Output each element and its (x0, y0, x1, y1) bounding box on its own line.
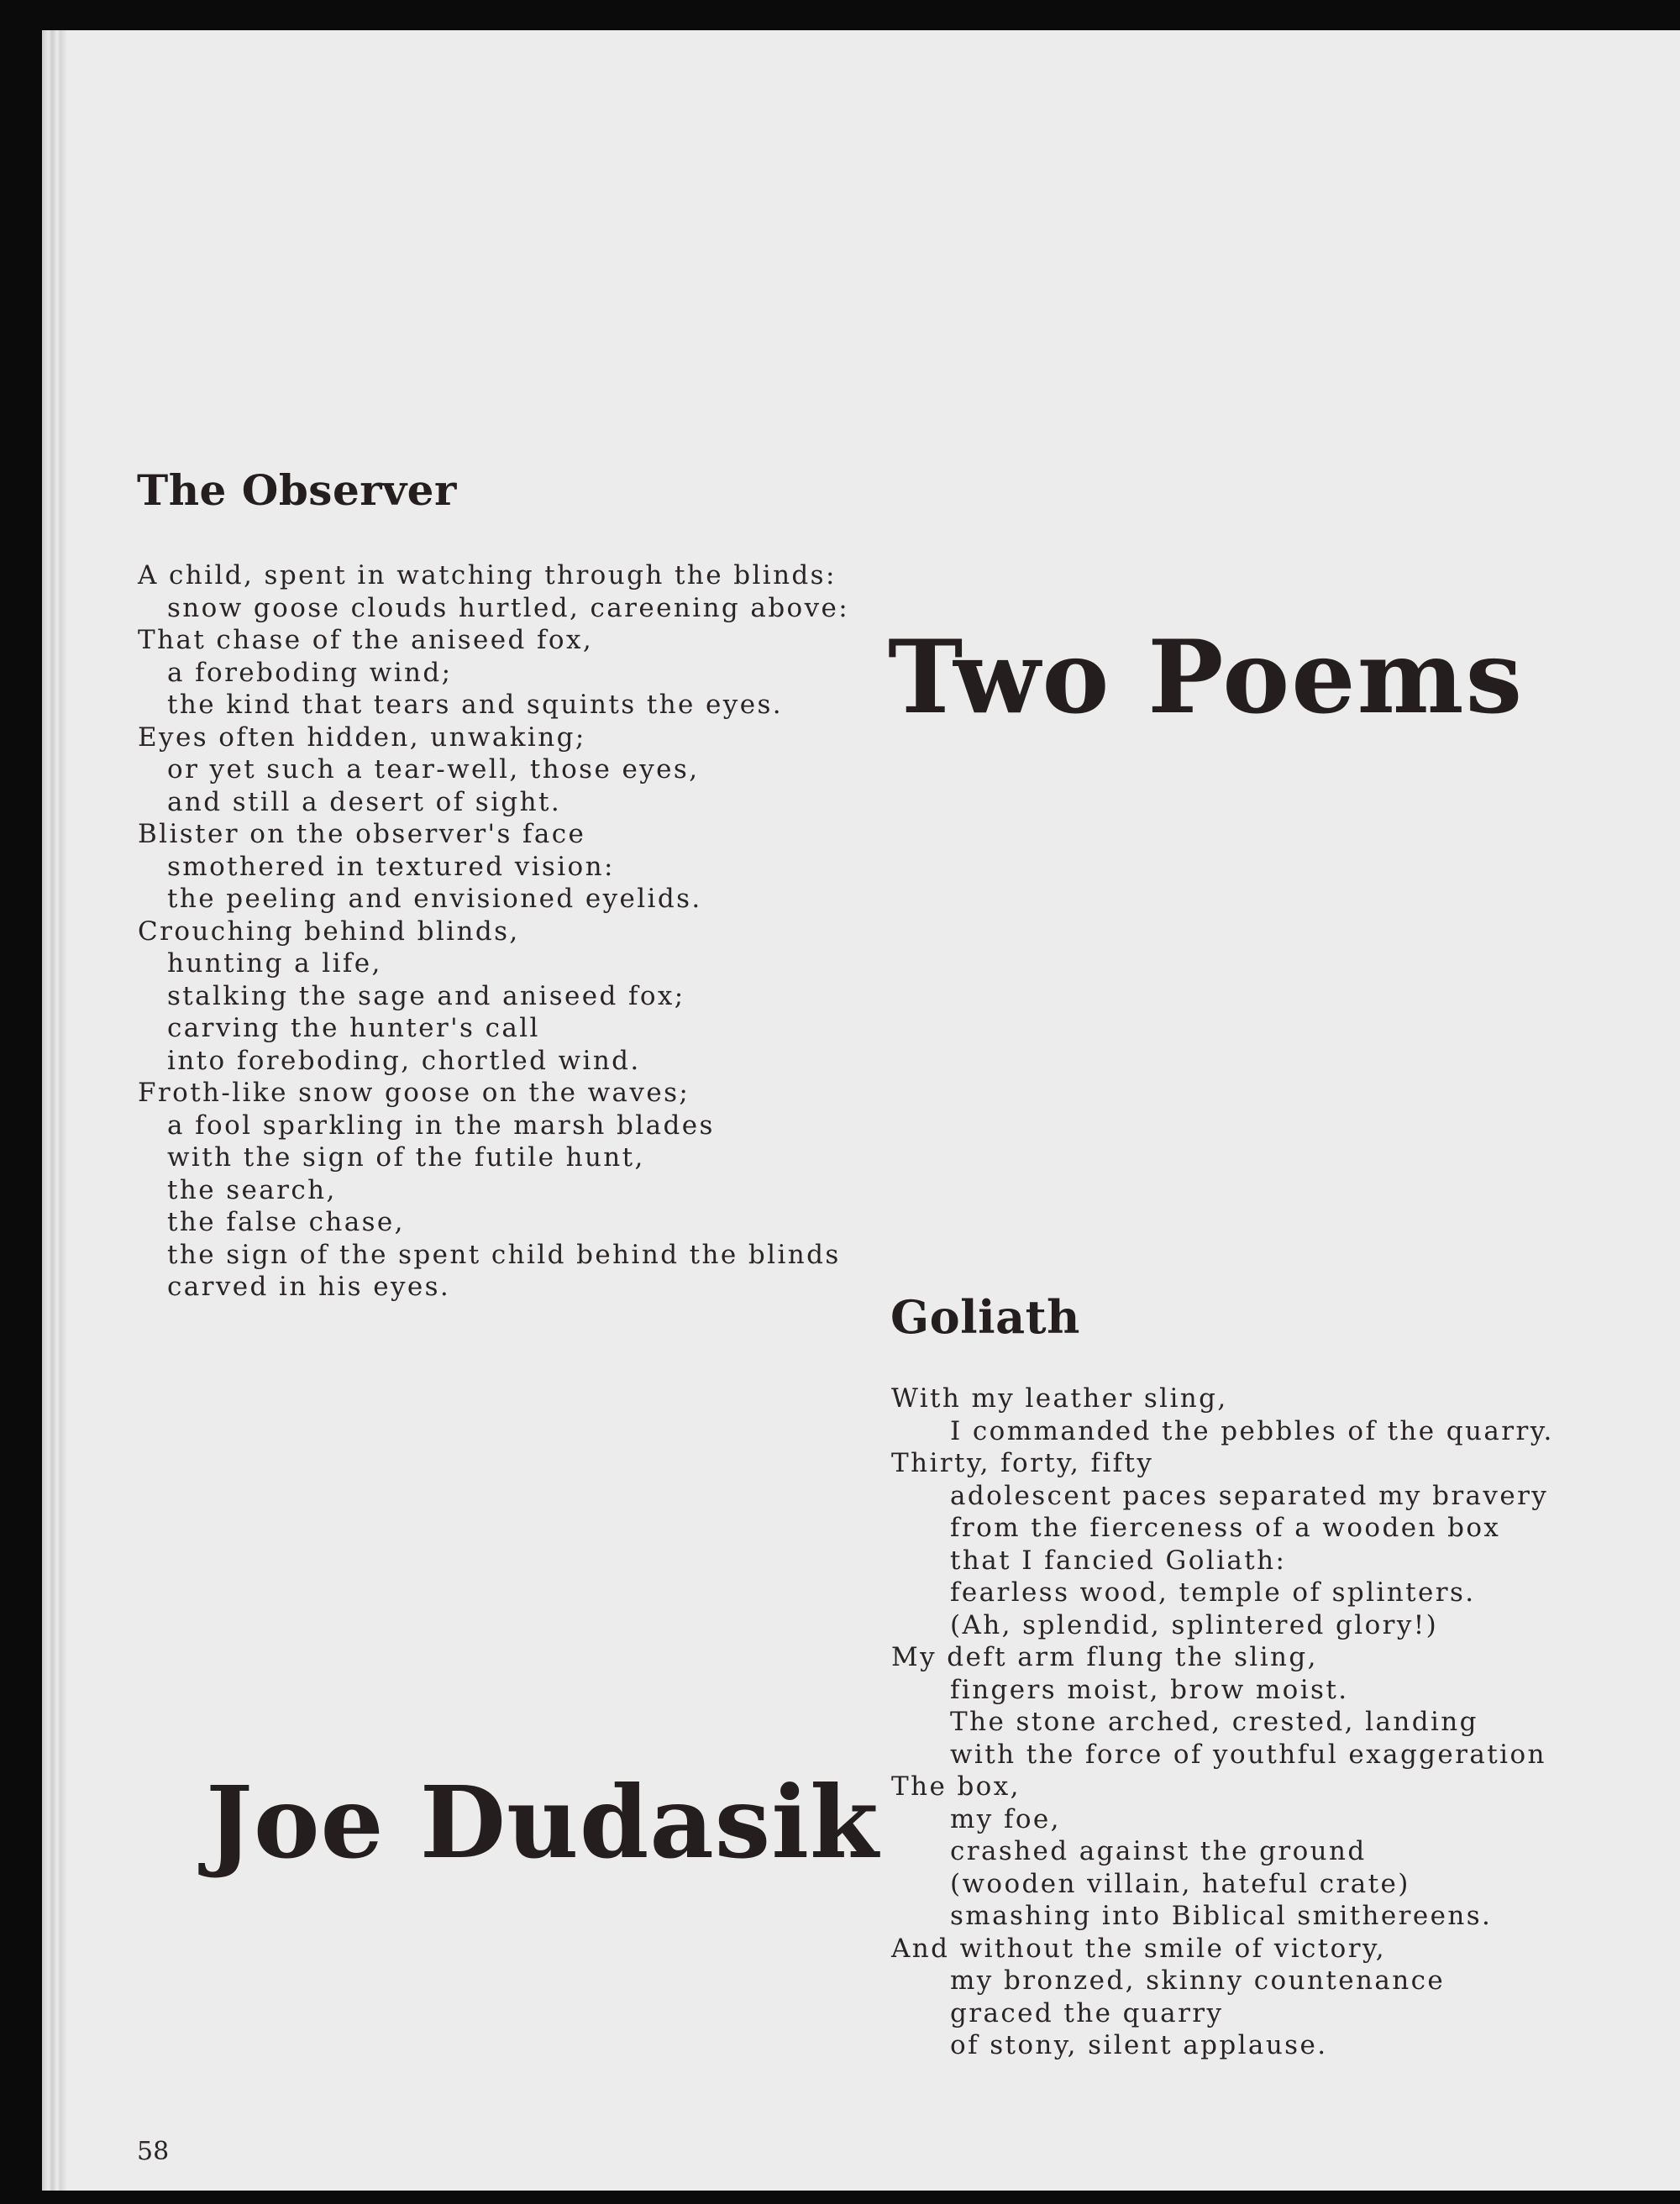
poem-line: a foreboding wind; (167, 657, 453, 688)
poem-body-observer (138, 559, 849, 1304)
poem-line: the sign of the spent child behind the blinds (167, 1239, 841, 1270)
poem-line: (wooden villain, hateful crate) (950, 1868, 1410, 1899)
page-number: 58 (137, 2137, 170, 2166)
poem-line: from the fierceness of a wooden box (950, 1513, 1501, 1543)
poem-line: the kind that tears and squints the eyes. (167, 690, 784, 720)
page-title: Two Poems (888, 618, 1525, 737)
poem-line: of stony, silent applause. (950, 2030, 1328, 2060)
poem-line: carving the hunter's call (167, 1013, 540, 1043)
poem-line: the peeling and envisioned eyelids. (167, 884, 702, 914)
poem-line: Froth-like snow goose on the waves; (138, 1078, 690, 1108)
poem-line: Eyes often hidden, unwaking; (138, 722, 586, 753)
poem-line: My deft arm flung the sling, (891, 1642, 1318, 1672)
poem-line: snow goose clouds hurtled, careening above: (167, 592, 850, 623)
poem-line: smashing into Biblical smithereens. (950, 1901, 1493, 1931)
poem-line: The box, (891, 1771, 1021, 1802)
author-name: Joe Dudasik (206, 1764, 879, 1881)
poem-line: with the force of youthful exaggeration (950, 1739, 1546, 1770)
poem-line: the false chase, (167, 1207, 405, 1237)
poem-line: smothered in textured vision: (167, 851, 615, 882)
poem-line: graced the quarry (950, 1997, 1224, 2028)
poem-line: my foe, (950, 1803, 1061, 1834)
poem-line: Crouching behind blinds, (138, 916, 520, 947)
magazine-page (42, 30, 1680, 2191)
poem-line: or yet such a tear-well, those eyes, (167, 754, 700, 785)
poem-line: I commanded the pebbles of the quarry. (950, 1415, 1554, 1446)
page-binding-edge (42, 30, 67, 2191)
poem-line: fearless wood, temple of splinters. (950, 1577, 1476, 1608)
poem-line: (Ah, splendid, splintered glory!) (950, 1609, 1439, 1640)
poem-line: into foreboding, chortled wind. (167, 1045, 641, 1076)
poem-line: carved in his eyes. (167, 1272, 451, 1302)
poem-line: a fool sparkling in the marsh blades (167, 1110, 715, 1141)
poem-line: Blister on the observer's face (138, 819, 586, 849)
poem-line: crashed against the ground (950, 1836, 1367, 1866)
poem-line: and still a desert of sight. (167, 786, 562, 817)
poem-line: the search, (167, 1174, 337, 1205)
poem-line: my bronzed, skinny countenance (950, 1965, 1446, 1996)
poem-line: that I fancied Goliath: (950, 1545, 1287, 1576)
poem-body-goliath (891, 1383, 1554, 2062)
poem-line: The stone arched, crested, landing (950, 1707, 1478, 1737)
poem-line: stalking the sage and aniseed fox; (167, 980, 685, 1011)
poem-line: adolescent paces separated my bravery (950, 1480, 1549, 1511)
poem-line: With my leather sling, (891, 1383, 1228, 1414)
poem-line: That chase of the aniseed fox, (138, 625, 594, 655)
poem-title-goliath: Goliath (890, 1290, 1080, 1344)
poem-line: Thirty, forty, fifty (891, 1448, 1154, 1478)
poem-line: fingers moist, brow moist. (950, 1674, 1349, 1705)
poem-title-observer: The Observer (137, 465, 457, 515)
poem-line: A child, spent in watching through the blinds: (138, 560, 837, 590)
poem-line: And without the smile of victory, (891, 1933, 1386, 1964)
poem-line: with the sign of the futile hunt, (167, 1142, 645, 1173)
poem-line: hunting a life, (167, 948, 382, 979)
